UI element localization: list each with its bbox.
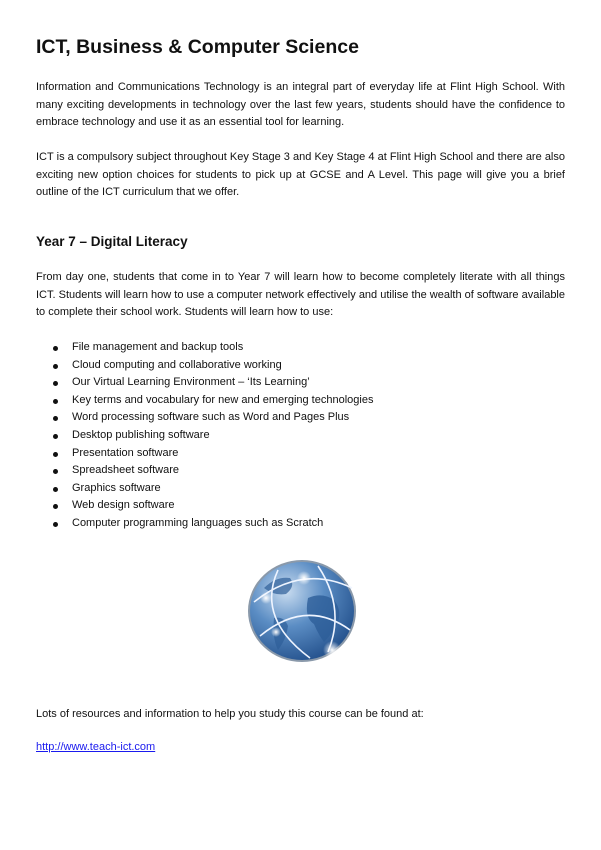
list-item: File management and backup tools (36, 339, 373, 357)
list-item: Web design software (36, 497, 373, 515)
resources-paragraph: Lots of resources and information to help you study this course can be found at: (36, 708, 424, 720)
list-item: Cloud computing and collaborative working (36, 357, 373, 375)
list-item: Spreadsheet software (36, 462, 373, 480)
list-item: Key terms and vocabulary for new and emerging technologies (36, 392, 373, 410)
list-item: Desktop publishing software (36, 427, 373, 445)
list-item: Computer programming languages such as Scratch (36, 515, 373, 533)
year7-heading: Year 7 – Digital Literacy (36, 234, 188, 249)
globe-icon (246, 558, 358, 664)
list-item: Our Virtual Learning Environment – ‘Its Learning’ (36, 374, 373, 392)
intro-paragraph-1: Information and Communications Technology is an integral part of everyday life at Flint High School. With many exciting developments in technology over the last few years, students should have the confidence to embrace technology and use it as an essential tool for learning. (36, 81, 565, 129)
list-item: Graphics software (36, 480, 373, 498)
skills-list (36, 339, 373, 533)
list-item: Word processing software such as Word and Pages Plus (36, 409, 373, 427)
list-item: Presentation software (36, 445, 373, 463)
year7-paragraph: From day one, students that come in to Year 7 will learn how to become completely literate with all things ICT. Students will learn how to use a computer network effectively and utilise the wealth of software available to complete their school work. Students will learn how to use: (36, 271, 565, 319)
intro-paragraph-2: ICT is a compulsory subject throughout Key Stage 3 and Key Stage 4 at Flint High School and there are also exciting new option choices for students to pick up at GCSE and A Level. This page will give you a brief outline of the ICT curriculum that we offer. (36, 151, 565, 199)
page-title: ICT, Business & Computer Science (36, 36, 359, 58)
resources-link[interactable]: http://www.teach-ict.com (36, 741, 156, 753)
